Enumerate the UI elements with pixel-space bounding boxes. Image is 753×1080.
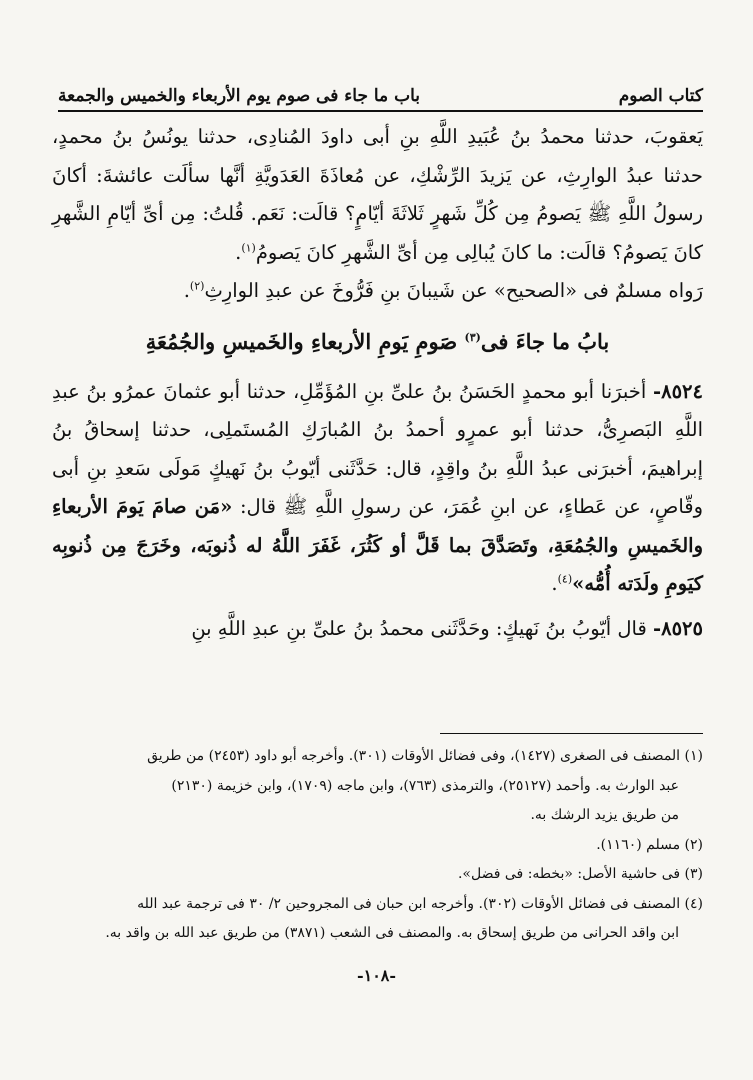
paragraph-hadith-continuation bbox=[52, 118, 703, 272]
main-text bbox=[52, 118, 703, 648]
footnote-ref-1: (١) bbox=[241, 241, 256, 254]
footnote-3: (٣) فى حاشية الأصل: «بخطه: فى فضل». bbox=[457, 866, 703, 882]
hadith-8525 bbox=[52, 610, 703, 649]
footnote-2: (٢) مسلم (١١٦٠). bbox=[596, 836, 703, 853]
footnotes bbox=[52, 742, 703, 949]
paragraph-end: . bbox=[183, 279, 190, 302]
paragraph-text: رَواه مسلمٌ فى «الصحيح» عن شَيبانَ بنِ فَرُّوخَ عن عبدِ الوارِثِ bbox=[204, 279, 703, 302]
chapter-heading bbox=[52, 319, 703, 365]
footnote-ref-2: (٢) bbox=[189, 279, 205, 293]
hadith-matn: «مَن صامَ يَومَ الأربعاءِ والخَميسِ والجُمُعَةِ، وتَصَدَّقَ بما قَلَّ أو كَثُرَ، غَفَرَ اللَّهُ له ذُنوبَه، وخَرَجَ مِن ذُنوبِه كيَومِ ولَدَته أُمُّه» bbox=[52, 495, 703, 595]
footnote-1-cont: عبد الوارث به. وأحمد (٢٥١٢٧)، والترمذى (٧٦٣)، وابن ماجه (١٧٠٩)، وابن خزيمة (٢١٣٠) bbox=[171, 777, 679, 794]
hadith-8524 bbox=[52, 373, 703, 604]
footnote-divider bbox=[440, 733, 703, 734]
chapter-heading-part-b: صَومِ يَومِ الأربعاءِ والخَميسِ والجُمُعَةِ bbox=[145, 328, 458, 354]
page-number: -١٠٨- bbox=[356, 966, 397, 985]
hadith-isnad: قال أيّوبُ بنُ نَهيكٍ: وحَدَّثَنى محمدُ بنُ علىِّ بنِ عبدِ اللَّهِ بنِ bbox=[191, 616, 647, 640]
paragraph-end: . bbox=[551, 572, 558, 595]
footnote-ref-4: (٤) bbox=[557, 572, 573, 586]
footnote-1: (١) المصنف فى الصغرى (١٤٢٧)، وفى فضائل الأوقات (٣٠١). وأخرجه أبو داود (٢٤٥٣) من طريق bbox=[147, 748, 703, 764]
footnote-4: (٤) المصنف فى فضائل الأوقات (٣٠٢). وأخرجه ابن حبان فى المجروحين ٢/ ٣٠ فى ترجمة عبد الله bbox=[137, 895, 703, 912]
hadith-number: ٨٥٢٥- bbox=[653, 616, 703, 640]
header-book-title: كتاب الصوم bbox=[618, 86, 703, 106]
paragraph-narration bbox=[52, 272, 703, 311]
footnote-4-cont: ابن واقد الحرانى من طريق إسحاق به. والمصنف فى الشعب (٣٨٧١) من طريق عبد الله بن واقد به. bbox=[105, 925, 679, 941]
footnote-ref-3: (٣) bbox=[464, 330, 481, 344]
running-header bbox=[58, 70, 703, 112]
hadith-isnad: أخبرَنا أبو محمدٍ الحَسَنُ بنُ علىِّ بنِ المُؤَمِّلِ، حدثنا أبو عثمانَ عمرُو بنُ عبدِ اللَّهِ البَصرِىُّ، حدثنا أبو عمرٍو أحمدُ بنُ المُبارَكِ المُستَملِى، حدثنا إسحاقُ بنُ إبراهيمَ، أخبرَنى عبدُ اللَّهِ بنُ واقِدٍ، قال: حَدَّثَنى أيّوبُ بنُ نَهيكٍ مَولَى سَعدِ بنِ أبى وقّاصٍ، عن عَطاءٍ، عن ابنِ عُمَرَ، عن رسولِ اللَّهِ ﷺ قال: bbox=[52, 379, 704, 518]
paragraph-text: يَعقوبَ، حدثنا محمدُ بنُ عُبَيدِ اللَّهِ بنِ أبى داودَ المُنادِى، حدثنا يونُسُ بنُ محمدٍ، حدثنا عبدُ الوارِثِ، عن يَزيدَ الرِّشْكِ، عن مُعاذَةَ العَدَويَّةِ أنَّها سألَت عائشةَ: أكانَ رسولُ اللَّهِ ﷺ يَصومُ مِن كُلِّ شَهرٍ ثَلاثَةَ أيّامٍ؟ قالَت: نَعَم. قُلتُ: مِن أىِّ أيّامِ الشَّهرِ كانَ يَصومُ؟ قالَت: ما كانَ يُبالِى مِن أىِّ الشَّهرِ كانَ يَصومُ bbox=[52, 125, 703, 264]
chapter-heading-part-a: بابُ ما جاءَ فى bbox=[480, 328, 610, 354]
paragraph-end: . bbox=[235, 240, 242, 264]
footnote-1-cont: من طريق يزيد الرشك به. bbox=[530, 807, 679, 823]
header-chapter-title: باب ما جاء فى صوم يوم الأربعاء والخميس والجمعة bbox=[58, 86, 420, 106]
hadith-number: ٨٥٢٤- bbox=[653, 379, 704, 403]
